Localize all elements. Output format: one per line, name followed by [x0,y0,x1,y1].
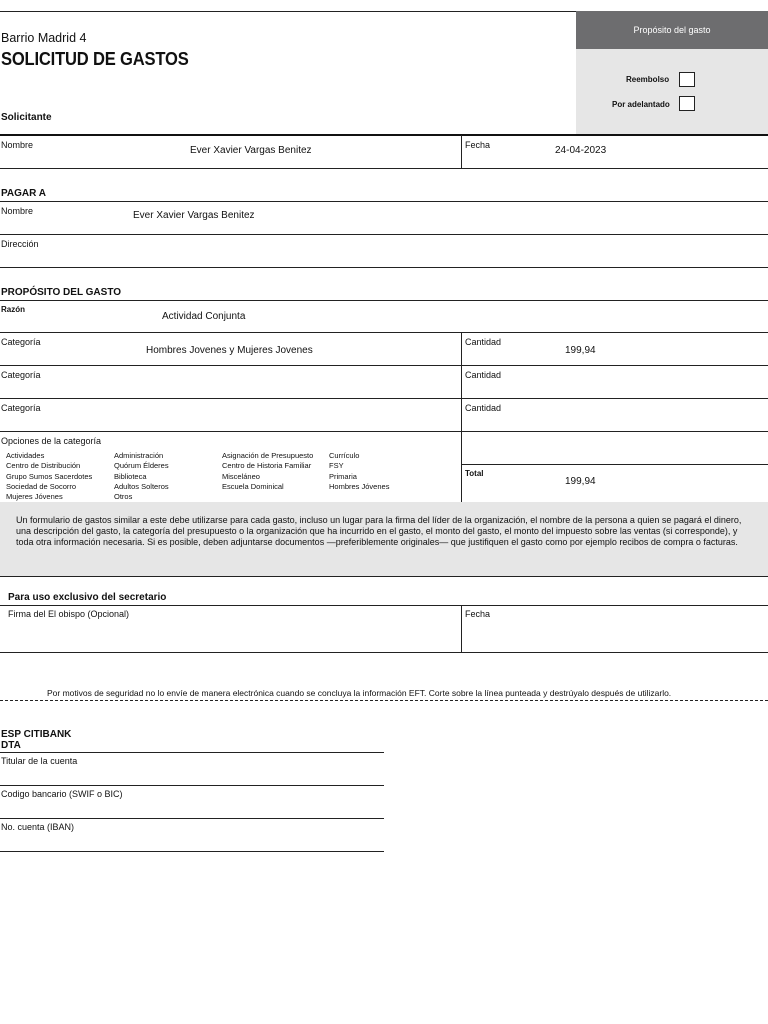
secretary-rule [0,605,768,606]
total-rule [461,464,768,465]
applicant-date-label: Fecha [465,140,491,150]
reimbursement-label: Reembolso [626,75,670,84]
advance-checkbox[interactable] [679,96,695,111]
category-options-column-1 [6,451,92,502]
account-holder-label: Titular de la cuenta [1,756,78,766]
secretary-date-label: Fecha [465,609,491,619]
applicant-name-field[interactable]: Ever Xavier Vargas Benitez [190,145,312,156]
secretary-bottom-rule [0,652,768,653]
applicant-name-label: Nombre [1,140,34,150]
pay-to-rule [0,201,768,202]
category-option: Sociedad de Socorro [6,481,77,491]
category-rule-2 [0,398,768,399]
category-option: Currículo [329,451,360,460]
applicant-heading: Solicitante [1,112,52,123]
applicant-top-rule [0,134,768,136]
security-note: Por motivos de seguridad no lo envíe de manera electrónica cuando se concluya la información EFT. Corte sobre la línea punteada y destrúyalo después de utilizarlo. [47,688,672,698]
category-label-3: Categoría [1,403,41,413]
bank-rule [0,752,384,753]
category-option: Primaria [329,471,357,481]
purpose-type-title: Propósito del gasto [576,11,768,49]
reimbursement-checkbox[interactable] [679,72,695,87]
category-field-1[interactable]: Hombres Jovenes y Mujeres Jovenes [146,345,313,356]
reason-label: Razón [1,305,25,314]
swift-label: Codigo bancario (SWIF o BIC) [1,789,123,799]
amount-field-1[interactable]: 199,94 [565,345,596,356]
amount-label-3: Cantidad [465,403,502,413]
secretary-divider [461,606,462,652]
instructions-text: Un formulario de gastos similar a este debe utilizarse para cada gasto, incluso un lugar para la firma del líder de la organización, el nombre de la persona a quien se pagará el dinero, una descripción del gasto, la categoría del presupuesto o la organización que ha incurrido en el gasto, el monto del gasto, el monto del impuesto sobre las ventas (si corresponde), y toda otra información necesaria. Si es posible, deben adjuntarse documentos —preferiblemente originales— que justifiquen el gasto como por ejemplo recibos de compra o facturas. [16,515,742,547]
reason-rule [0,332,768,333]
purpose-rule [0,300,768,301]
category-label-1: Categoría [1,337,41,347]
category-option: Centro de Distribución [6,461,81,471]
signature-label: Firma del El obispo (Opcional) [8,609,130,619]
reason-field[interactable]: Actividad Conjunta [162,311,246,322]
category-label-2: Categoría [1,370,41,380]
category-option: Grupo Sumos Sacerdotes [6,471,93,481]
payee-name-field[interactable]: Ever Xavier Vargas Benitez [133,210,255,221]
bank-name: ESP CITIBANK [1,729,72,740]
applicant-date-field[interactable]: 24-04-2023 [555,145,607,156]
iban-rule [0,851,384,852]
amount-column-divider [461,333,462,502]
page-title: SOLICITUD DE GASTOS [1,49,189,69]
category-option: Hombres Jóvenes [329,481,390,491]
category-option: Centro de Historia Familiar [222,461,312,471]
amount-label-2: Cantidad [465,370,502,380]
bank-subtitle: DTA [1,740,21,751]
purpose-heading: PROPÓSITO DEL GASTO [1,287,122,298]
category-option: Adultos Solteros [114,481,169,491]
ward-name: Barrio Madrid 4 [1,31,87,45]
advance-label: Por adelantado [612,100,670,109]
address-label: Dirección [1,239,39,249]
category-option: Escuela Dominical [222,481,284,491]
iban-label: No. cuenta (IBAN) [1,822,75,832]
applicant-bottom-rule [0,168,768,169]
total-field[interactable]: 199,94 [565,476,596,487]
category-option: Misceláneo [222,471,260,481]
category-option: Actividades [6,451,45,460]
payee-name-label: Nombre [1,206,34,216]
payee-name-rule [0,234,768,235]
applicant-divider [461,135,462,168]
category-option: Biblioteca [114,471,147,481]
category-options-column-4 [329,451,389,492]
instructions-rule [0,576,768,577]
category-option: FSY [329,461,344,471]
swift-rule [0,818,384,819]
account-holder-rule [0,785,384,786]
category-option: Administración [114,451,164,460]
cut-line [0,700,768,701]
category-options-label: Opciones de la categoría [1,436,102,446]
category-options-column-3 [222,451,313,492]
amount-label-1: Cantidad [465,337,502,347]
category-option: Mujeres Jóvenes [6,492,63,502]
category-rule-1 [0,365,768,366]
address-rule [0,267,768,268]
category-option: Otros [114,492,133,502]
category-options-column-2 [114,451,169,502]
category-option: Quórum Élderes [114,461,169,471]
pay-to-heading: PAGAR A [1,188,46,199]
secretary-heading: Para uso exclusivo del secretario [8,592,167,603]
category-option: Asignación de Presupuesto [222,451,314,460]
bank-title [1,729,71,751]
total-label: Total [465,469,484,478]
category-rule-3 [0,431,768,432]
